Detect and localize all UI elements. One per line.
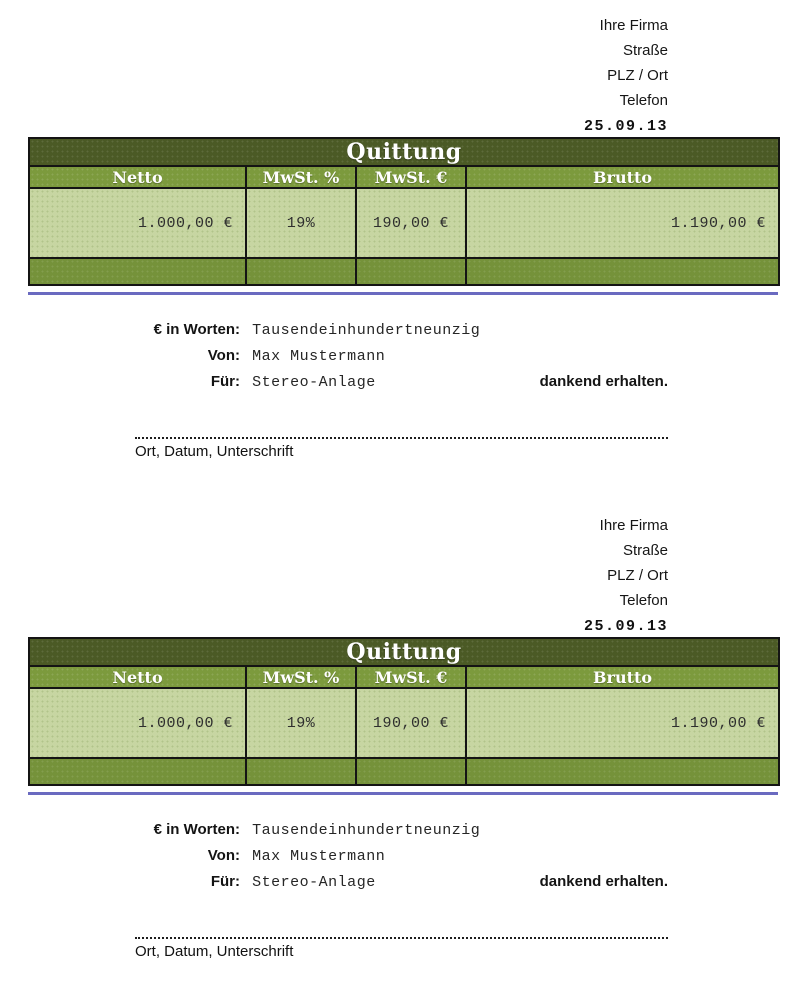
amount-in-words-row [135,317,668,343]
receipt-date: 25.09.13 [583,618,668,635]
signature-area [135,928,668,961]
payer-value: Max Mustermann [252,348,386,365]
accent-underline [28,792,778,795]
footer-cell [356,758,466,785]
amount-in-words-label: € in Worten: [153,321,240,338]
payer-row [135,843,668,869]
table-title: Quittung [29,138,779,166]
amount-in-words-value: Tausendeinhundertneunzig [252,822,481,839]
thanks-note: dankend erhalten. [539,373,668,390]
cell-brutto: 1.190,00 € [466,688,779,758]
signature-area [135,428,668,461]
purpose-row [135,869,668,895]
col-header-mwst-euro: MwSt. € [356,166,466,188]
signature-label: Ort, Datum, Unterschrift [135,943,294,960]
receipt-details [135,817,668,895]
company-street: Straße [622,42,668,59]
footer-cell [466,258,779,285]
cell-netto: 1.000,00 € [29,688,246,758]
footer-cell [356,258,466,285]
cell-mwst-euro: 190,00 € [356,688,466,758]
payer-row [135,343,668,369]
footer-cell [246,258,356,285]
payer-value: Max Mustermann [252,848,386,865]
company-city: PLZ / Ort [607,567,668,584]
company-address [584,513,668,639]
receipt-table [28,637,780,786]
col-header-netto: Netto [29,166,246,188]
company-name: Ihre Firma [599,17,668,34]
payer-label: Von: [207,347,240,364]
company-city: PLZ / Ort [607,67,668,84]
col-header-mwst-prozent: MwSt. % [246,666,356,688]
receipt-copy-2 [0,500,800,994]
signature-dotted-line [135,428,668,439]
footer-cell [246,758,356,785]
company-address [584,13,668,139]
payer-label: Von: [207,847,240,864]
purpose-value: Stereo-Anlage [252,374,376,391]
receipt-date: 25.09.13 [583,118,668,135]
purpose-label: Für: [210,373,240,390]
receipt-table [28,137,780,286]
cell-netto: 1.000,00 € [29,188,246,258]
company-name: Ihre Firma [599,517,668,534]
cell-mwst-euro: 190,00 € [356,188,466,258]
amount-in-words-label: € in Worten: [153,821,240,838]
footer-cell [29,758,246,785]
table-title: Quittung [29,638,779,666]
signature-dotted-line [135,928,668,939]
footer-cell [29,258,246,285]
col-header-brutto: Brutto [466,166,779,188]
accent-underline [28,292,778,295]
company-phone: Telefon [619,592,668,609]
company-street: Straße [622,542,668,559]
amount-in-words-row [135,817,668,843]
cell-mwst-prozent: 19% [246,188,356,258]
cell-brutto: 1.190,00 € [466,188,779,258]
thanks-note: dankend erhalten. [539,873,668,890]
col-header-netto: Netto [29,666,246,688]
empty-footer-row [29,758,779,785]
empty-footer-row [29,258,779,285]
receipt-details [135,317,668,395]
signature-label: Ort, Datum, Unterschrift [135,443,294,460]
col-header-brutto: Brutto [466,666,779,688]
purpose-value: Stereo-Anlage [252,874,376,891]
footer-cell [466,758,779,785]
col-header-mwst-euro: MwSt. € [356,666,466,688]
purpose-label: Für: [210,873,240,890]
amount-in-words-value: Tausendeinhundertneunzig [252,322,481,339]
company-phone: Telefon [619,92,668,109]
cell-mwst-prozent: 19% [246,688,356,758]
col-header-mwst-prozent: MwSt. % [246,166,356,188]
purpose-row [135,369,668,395]
